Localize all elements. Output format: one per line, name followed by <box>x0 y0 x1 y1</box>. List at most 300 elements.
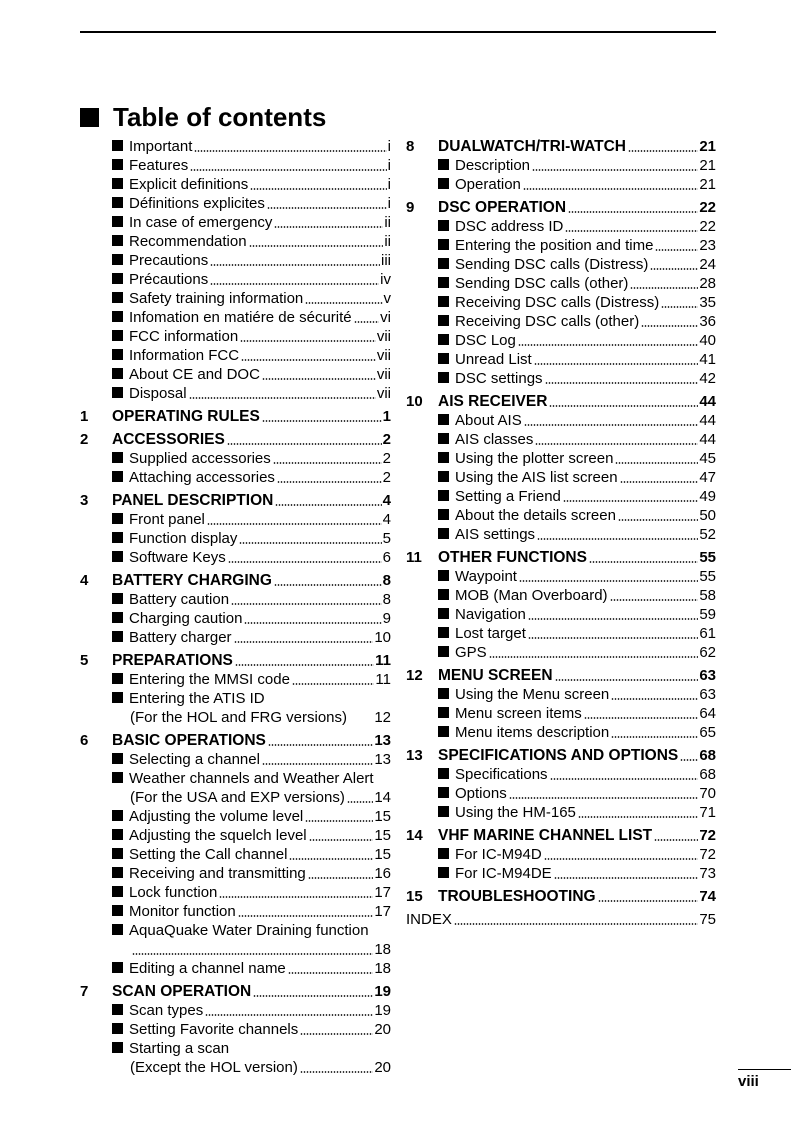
toc-entry-sub-head[interactable] <box>80 768 391 787</box>
dot-leader <box>545 382 699 384</box>
toc-entry-section[interactable] <box>80 650 391 669</box>
entry-title-text: Lost target <box>455 625 526 642</box>
entry-title-text: Battery charger <box>129 629 232 646</box>
bullet-square-icon <box>438 315 449 326</box>
entry-title-text: Using the HM-165 <box>455 804 576 821</box>
toc-entry-section[interactable] <box>406 825 716 844</box>
toc-entry-section[interactable] <box>406 665 716 684</box>
page-ref: 23 <box>699 237 716 254</box>
bullet-square-icon <box>112 692 123 703</box>
page-ref: 18 <box>374 941 391 958</box>
dot-leader <box>563 500 698 502</box>
page-title-text: Table of contents <box>113 102 327 132</box>
entry-title-text: For IC-M94D <box>455 846 542 863</box>
toc-entry-sub-head[interactable] <box>80 688 391 707</box>
dot-leader <box>219 896 373 898</box>
bullet-square-icon <box>438 372 449 383</box>
toc-entry-cont[interactable] <box>80 1057 391 1076</box>
toc-entry-sub[interactable] <box>80 269 391 288</box>
toc-entry-cont[interactable] <box>80 787 391 806</box>
page-ref: 59 <box>699 606 716 623</box>
section-title: DUALWATCH/TRI-WATCH <box>438 138 626 155</box>
section-number: 13 <box>406 747 423 764</box>
bullet-square-icon <box>112 810 123 821</box>
entry-title-text: Disposal <box>129 385 187 402</box>
toc-entry-sub[interactable] <box>80 231 391 250</box>
page-ref: 73 <box>699 865 716 882</box>
bullet-square-icon <box>438 178 449 189</box>
page-ref: 1 <box>382 408 391 425</box>
page-ref: 22 <box>699 218 716 235</box>
entry-title <box>438 705 582 722</box>
page-ref: 2 <box>382 431 391 448</box>
page-number: viii <box>738 1073 759 1090</box>
toc-entry-sub[interactable] <box>80 193 391 212</box>
entry-title <box>112 328 238 345</box>
bullet-square-icon <box>112 1004 123 1015</box>
dot-leader <box>194 150 386 152</box>
bullet-square-icon <box>80 108 99 127</box>
toc-entry-sub[interactable] <box>406 524 716 543</box>
toc-entry-sub[interactable] <box>406 448 716 467</box>
page-ref: 8 <box>382 572 391 589</box>
page-ref: 74 <box>699 888 716 905</box>
toc-entry-sub[interactable] <box>80 250 391 269</box>
toc-entry-section[interactable] <box>80 981 391 1000</box>
page-ref: 72 <box>699 846 716 863</box>
toc-entry-sub[interactable] <box>406 623 716 642</box>
entry-title <box>112 865 306 882</box>
entry-title <box>112 922 369 939</box>
bullet-square-icon <box>438 414 449 425</box>
toc-entry-cont[interactable] <box>80 939 391 958</box>
toc-entry-section[interactable] <box>80 429 391 448</box>
toc-entry-sub[interactable] <box>80 174 391 193</box>
toc-entry-sub[interactable] <box>80 364 391 383</box>
dot-leader <box>300 1033 373 1035</box>
bullet-square-icon <box>438 509 449 520</box>
entry-title-text: Operation <box>455 176 521 193</box>
dot-leader <box>555 679 699 681</box>
entry-title <box>438 237 653 254</box>
entry-title-text: Scan types <box>129 1002 204 1019</box>
toc-entry-sub[interactable] <box>80 863 391 882</box>
toc-entry-sub[interactable] <box>406 642 716 661</box>
toc-entry-sub[interactable] <box>80 901 391 920</box>
toc-entry-sub[interactable] <box>80 627 391 646</box>
entry-title-text: About CE and DOC <box>129 366 260 383</box>
entry-title <box>438 256 648 273</box>
toc-entry-sub[interactable] <box>406 330 716 349</box>
page-ref: 41 <box>699 351 716 368</box>
toc-entry-sub[interactable] <box>80 958 391 977</box>
dot-leader <box>277 481 382 483</box>
toc-entry-sub[interactable] <box>406 722 716 741</box>
toc-entry-section[interactable] <box>406 391 716 410</box>
toc-entry-sub[interactable] <box>406 703 716 722</box>
toc-entry-sub[interactable] <box>80 345 391 364</box>
bullet-square-icon <box>438 589 449 600</box>
dot-leader <box>524 424 699 426</box>
page-ref: 20 <box>374 1059 391 1076</box>
entry-title-text: Adjusting the volume level <box>129 808 304 825</box>
bullet-square-icon <box>438 239 449 250</box>
toc-entry-sub[interactable] <box>406 368 716 387</box>
toc-entry-sub[interactable] <box>80 528 391 547</box>
toc-entry-section[interactable] <box>80 490 391 509</box>
entry-title-text: Recommendation <box>129 233 247 250</box>
dot-leader <box>661 306 698 308</box>
entry-title <box>112 1021 298 1038</box>
entry-title <box>112 808 303 825</box>
dot-leader <box>354 321 380 323</box>
section-number: 7 <box>80 983 89 1000</box>
section-title: BASIC OPERATIONS <box>112 732 266 749</box>
page-ref: 11 <box>375 671 391 688</box>
dot-leader <box>544 858 699 860</box>
entry-title-text: Options <box>455 785 507 802</box>
bullet-square-icon <box>438 848 449 859</box>
page-ref: i <box>387 195 391 212</box>
toc-right-column <box>406 136 716 928</box>
bullet-square-icon <box>438 159 449 170</box>
toc-entry-sub[interactable] <box>406 410 716 429</box>
toc-entry-sub[interactable] <box>406 273 716 292</box>
page-ref: 50 <box>699 507 716 524</box>
bullet-square-icon <box>438 608 449 619</box>
entry-title-text: Supplied accessories <box>129 450 271 467</box>
entry-title-text: Définitions explicites <box>129 195 265 212</box>
dot-leader <box>680 759 698 761</box>
page-ref: 64 <box>699 705 716 722</box>
bullet-square-icon <box>112 753 123 764</box>
toc-entry-sub[interactable] <box>80 509 391 528</box>
page-ref: 36 <box>699 313 716 330</box>
toc-entry-sub[interactable] <box>406 486 716 505</box>
dot-leader <box>250 188 386 190</box>
bullet-square-icon <box>112 254 123 265</box>
section-title: SPECIFICATIONS AND OPTIONS <box>438 747 679 764</box>
entry-title-text: Receiving and transmitting <box>129 865 306 882</box>
entry-title-text: Adjusting the squelch level <box>129 827 307 844</box>
page-ref: vii <box>376 385 391 402</box>
entry-title-text: Sending DSC calls (other) <box>455 275 629 292</box>
bullet-square-icon <box>112 905 123 916</box>
dot-leader <box>537 538 698 540</box>
dot-leader <box>611 736 698 738</box>
toc-entry-sub[interactable] <box>80 882 391 901</box>
page-ref: 9 <box>382 610 391 627</box>
toc-entry-section[interactable] <box>406 136 716 155</box>
toc-entry-sub[interactable] <box>80 669 391 688</box>
toc-entry-sub[interactable] <box>406 684 716 703</box>
entry-title <box>438 412 522 429</box>
entry-title <box>438 644 487 661</box>
bullet-square-icon <box>112 273 123 284</box>
toc-entry-sub[interactable] <box>80 448 391 467</box>
bullet-square-icon <box>438 433 449 444</box>
dot-leader <box>523 188 698 190</box>
entry-title <box>438 431 533 448</box>
entry-title-text: Battery caution <box>129 591 230 608</box>
bullet-square-icon <box>438 627 449 638</box>
bullet-square-icon <box>438 768 449 779</box>
entry-title <box>112 690 265 707</box>
entry-title <box>112 347 239 364</box>
dot-leader <box>207 523 382 525</box>
entry-title-text: Entering the MMSI code <box>129 671 290 688</box>
dot-leader <box>650 268 698 270</box>
page-ref: 13 <box>374 751 391 768</box>
entry-title-text: Using the Menu screen <box>455 686 610 703</box>
bullet-square-icon <box>112 772 123 783</box>
page-ref: 20 <box>374 1021 391 1038</box>
entry-title-text: Starting a scan <box>129 1040 230 1057</box>
entry-title <box>438 625 526 642</box>
page-ref: 47 <box>699 469 716 486</box>
toc-entry-sub[interactable] <box>406 585 716 604</box>
entry-title <box>112 549 226 566</box>
section-number: 6 <box>80 732 89 749</box>
toc-entry-sub[interactable] <box>406 311 716 330</box>
entry-title <box>112 366 260 383</box>
entry-title <box>112 1002 203 1019</box>
entry-title <box>438 766 548 783</box>
toc-entry-section[interactable] <box>406 745 716 764</box>
bullet-square-icon <box>112 140 123 151</box>
toc-entry-sub[interactable] <box>406 216 716 235</box>
dot-leader <box>228 561 382 563</box>
toc-entry-section[interactable] <box>406 886 716 905</box>
entry-title <box>112 846 287 863</box>
toc-entry-sub[interactable] <box>80 844 391 863</box>
page-ref: 22 <box>699 199 716 216</box>
entry-title <box>438 313 639 330</box>
toc-entry-sub[interactable] <box>80 467 391 486</box>
index-title: INDEX <box>406 911 452 928</box>
entry-title-text: Unread List <box>455 351 532 368</box>
toc-entry-sub[interactable] <box>80 589 391 608</box>
entry-title-text: Using the AIS list screen <box>455 469 618 486</box>
page-ref: 4 <box>382 492 391 509</box>
toc-entry-sub[interactable] <box>406 254 716 273</box>
bullet-square-icon <box>112 387 123 398</box>
dot-leader <box>190 169 386 171</box>
bullet-square-icon <box>438 490 449 501</box>
page-ref: 11 <box>375 652 391 669</box>
page-ref: 61 <box>699 625 716 642</box>
entry-title <box>112 233 247 250</box>
entry-title-continued: (Except the HOL version) <box>130 1059 298 1076</box>
entry-title-text: AIS classes <box>455 431 534 448</box>
section-number: 11 <box>406 549 422 566</box>
entry-title-text: Front panel <box>129 511 205 528</box>
dot-leader <box>598 900 699 902</box>
dot-leader <box>532 169 698 171</box>
bullet-square-icon <box>112 197 123 208</box>
toc-entry-sub[interactable] <box>80 547 391 566</box>
toc-entry-sub[interactable] <box>406 764 716 783</box>
section-title: SCAN OPERATION <box>112 983 252 1000</box>
dot-leader <box>262 378 376 380</box>
page-ref: 55 <box>699 549 716 566</box>
toc-entry-sub[interactable] <box>406 467 716 486</box>
toc-entry-sub[interactable] <box>406 155 716 174</box>
bullet-square-icon <box>112 962 123 973</box>
page-ref: i <box>387 157 391 174</box>
toc-entry-section[interactable] <box>406 197 716 216</box>
entry-title-text: Using the plotter screen <box>455 450 614 467</box>
bullet-square-icon <box>112 471 123 482</box>
entry-title <box>112 591 229 608</box>
dot-leader <box>273 462 382 464</box>
section-title: BATTERY CHARGING <box>112 572 272 589</box>
dot-leader <box>292 683 375 685</box>
dot-leader <box>231 603 382 605</box>
section-number: 4 <box>80 572 89 589</box>
dot-leader <box>534 363 699 365</box>
dot-leader <box>528 618 698 620</box>
entry-title-text: For IC-M94DE <box>455 865 552 882</box>
toc-entry-sub[interactable] <box>406 235 716 254</box>
toc-entry-sub[interactable] <box>80 307 391 326</box>
toc-entry-sub[interactable] <box>406 566 716 585</box>
toc-entry-sub[interactable] <box>80 749 391 768</box>
page-ref: 2 <box>382 469 391 486</box>
toc-left-column <box>80 136 391 1076</box>
dot-leader <box>205 1014 373 1016</box>
section-number: 14 <box>406 827 423 844</box>
page-ref: 5 <box>382 530 391 547</box>
bullet-square-icon <box>438 646 449 657</box>
page-ref: i <box>387 176 391 193</box>
entry-title <box>112 671 290 688</box>
bullet-square-icon <box>438 471 449 482</box>
entry-title <box>112 827 307 844</box>
toc-entry-index[interactable] <box>406 909 716 928</box>
bullet-square-icon <box>112 513 123 524</box>
entry-title-text: Important <box>129 138 193 155</box>
toc-entry-sub[interactable] <box>406 802 716 821</box>
dot-leader <box>308 877 374 879</box>
bullet-square-icon <box>438 726 449 737</box>
section-title: TROUBLESHOOTING <box>438 888 596 905</box>
toc-entry-sub[interactable] <box>80 288 391 307</box>
toc-entry-sub[interactable] <box>80 326 391 345</box>
toc-entry-section[interactable] <box>80 406 391 425</box>
entry-title <box>438 450 613 467</box>
entry-title <box>112 511 205 528</box>
page-ref: 35 <box>699 294 716 311</box>
entry-title-text: AquaQuake Water Draining function <box>129 922 369 939</box>
toc-entry-sub[interactable] <box>80 1019 391 1038</box>
dot-leader <box>227 443 382 445</box>
bullet-square-icon <box>112 368 123 379</box>
entry-title <box>112 884 217 901</box>
toc-entry-sub[interactable] <box>406 604 716 623</box>
toc-entry-sub-head[interactable] <box>80 1038 391 1057</box>
toc-entry-cont[interactable] <box>80 707 391 726</box>
bullet-square-icon <box>112 631 123 642</box>
toc-entry-sub[interactable] <box>406 349 716 368</box>
toc-entry-sub[interactable] <box>80 608 391 627</box>
toc-entry-sub[interactable] <box>80 212 391 231</box>
page-ref: 19 <box>374 983 391 1000</box>
entry-title-text: Information FCC <box>129 347 240 364</box>
entry-title <box>438 686 609 703</box>
entry-title-text: Charging caution <box>129 610 243 627</box>
toc-entry-sub[interactable] <box>80 155 391 174</box>
page-ref: 62 <box>699 644 716 661</box>
entry-title-text: Function display <box>129 530 238 547</box>
bullet-square-icon <box>112 673 123 684</box>
bullet-square-icon <box>112 159 123 170</box>
dot-leader <box>518 344 698 346</box>
entry-title <box>438 157 530 174</box>
entry-title-text: Precautions <box>129 252 209 269</box>
bullet-square-icon <box>112 178 123 189</box>
page-ref: 15 <box>374 846 391 863</box>
entry-title-text: Navigation <box>455 606 526 623</box>
toc-entry-sub[interactable] <box>80 1000 391 1019</box>
entry-title <box>438 507 616 524</box>
toc-entry-sub[interactable] <box>406 844 716 863</box>
toc-entry-section[interactable] <box>80 730 391 749</box>
entry-title-text: Receiving DSC calls (Distress) <box>455 294 660 311</box>
bullet-square-icon <box>112 829 123 840</box>
dot-leader <box>509 797 699 799</box>
dot-leader <box>554 877 699 879</box>
toc-entry-sub[interactable] <box>406 863 716 882</box>
bullet-square-icon <box>112 886 123 897</box>
toc-entry-sub[interactable] <box>80 825 391 844</box>
section-number: 12 <box>406 667 423 684</box>
bullet-square-icon <box>438 334 449 345</box>
toc-entry-section[interactable] <box>80 570 391 589</box>
entry-title <box>112 138 192 155</box>
toc-entry-sub[interactable] <box>406 292 716 311</box>
entry-title-text: Menu items description <box>455 724 610 741</box>
entry-title <box>438 332 516 349</box>
page-ref: 44 <box>699 412 716 429</box>
toc-entry-sub[interactable] <box>80 806 391 825</box>
bullet-square-icon <box>438 806 449 817</box>
page-ref: 63 <box>699 667 716 684</box>
dot-leader <box>611 698 698 700</box>
dot-leader <box>288 972 374 974</box>
toc-entry-section[interactable] <box>406 547 716 566</box>
toc-entry-sub[interactable] <box>406 429 716 448</box>
toc-entry-sub[interactable] <box>406 505 716 524</box>
dot-leader <box>238 915 374 917</box>
section-title: VHF MARINE CHANNEL LIST <box>438 827 653 844</box>
page-ref: 40 <box>699 332 716 349</box>
page-ref: 13 <box>374 732 391 749</box>
toc-entry-sub[interactable] <box>80 383 391 402</box>
entry-title <box>112 214 272 231</box>
entry-title <box>112 195 265 212</box>
bullet-square-icon <box>112 1023 123 1034</box>
entry-title-text: Setting Favorite channels <box>129 1021 299 1038</box>
toc-entry-sub[interactable] <box>80 136 391 155</box>
dot-leader <box>253 995 373 997</box>
dot-leader <box>620 481 699 483</box>
bullet-square-icon <box>438 528 449 539</box>
toc-entry-sub[interactable] <box>406 174 716 193</box>
toc-entry-sub[interactable] <box>406 783 716 802</box>
section-title: MENU SCREEN <box>438 667 553 684</box>
toc-entry-sub-head[interactable] <box>80 920 391 939</box>
